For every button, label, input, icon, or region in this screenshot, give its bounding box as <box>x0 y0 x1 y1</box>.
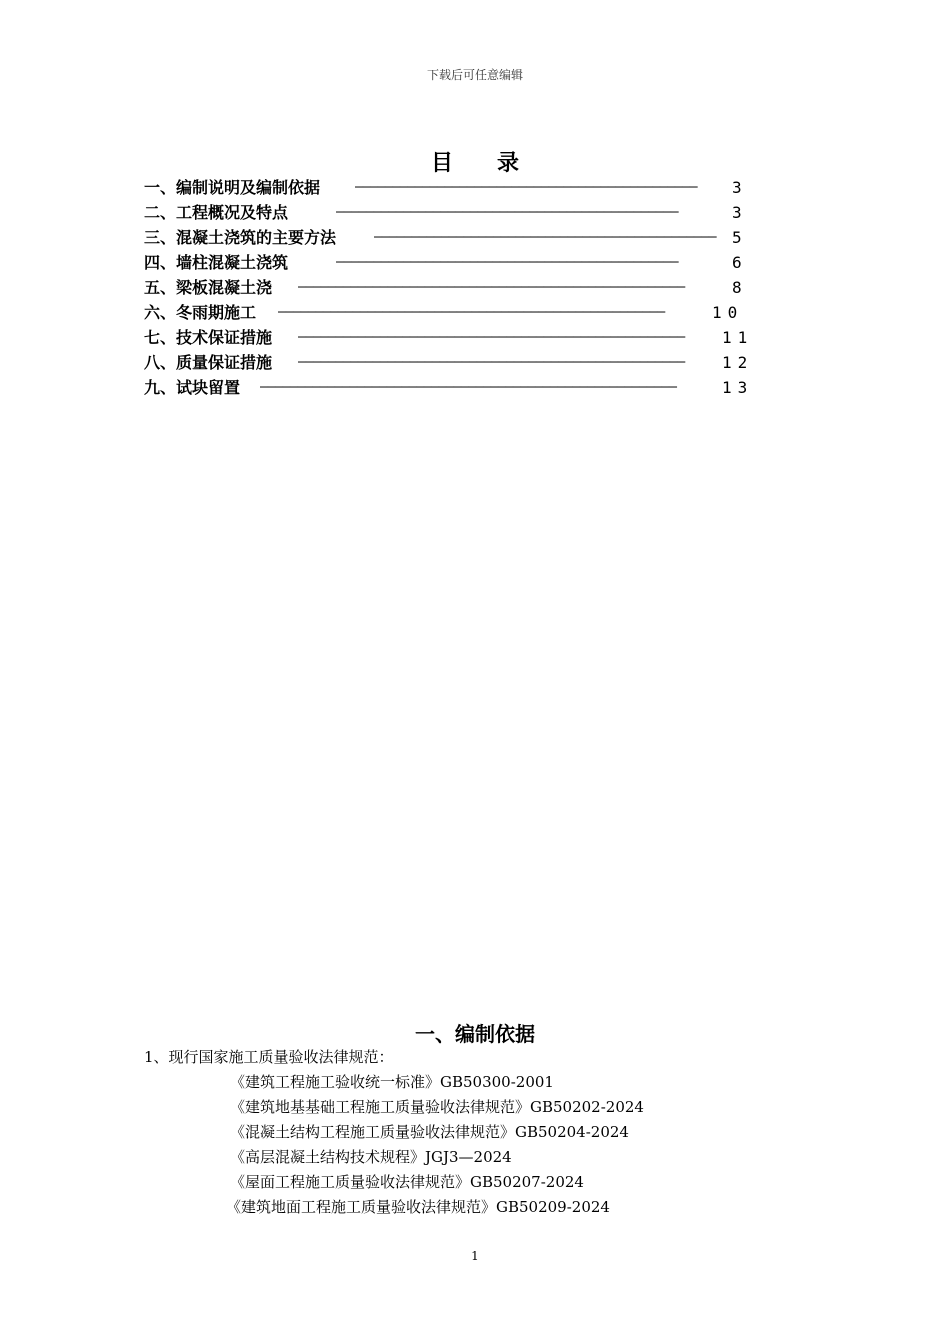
toc-item-page: 13 <box>722 378 754 397</box>
toc-title: 目录 <box>430 151 563 176</box>
toc-item-page: 10 <box>712 303 744 322</box>
section-intro: 1、现行国家施工质量验收法律规范： <box>144 1048 394 1066</box>
toc-item-page: 8 <box>732 278 748 297</box>
toc-item-page: 3 <box>732 178 748 197</box>
toc-leader: ―――――――――――――――――――――――――――――――――――――――――――――― <box>336 204 678 220</box>
toc-item-page: 3 <box>732 203 748 222</box>
toc-item-label: 八、质量保证措施 <box>144 353 273 372</box>
standard-item: 《建筑工程施工验收统一标准》GB50300-2001 <box>230 1073 554 1091</box>
standard-item: 《屋面工程施工质量验收法律规范》GB50207-2024 <box>230 1173 584 1191</box>
page-number: 1 <box>471 1249 479 1263</box>
toc-item-label: 二、工程概况及特点 <box>144 203 289 222</box>
toc-item-page: 11 <box>722 328 754 347</box>
toc-leader: ―――――――――――――――――――――――――――――――――――――――――――――――――――――――― <box>260 379 677 395</box>
toc-leader: ―――――――――――――――――――――――――――――――――――――――――――――― <box>374 229 716 245</box>
toc-item-page: 12 <box>722 353 754 372</box>
toc-item-page: 6 <box>732 253 748 272</box>
toc-leader: ―――――――――――――――――――――――――――――――――――――――――――――――――――― <box>298 279 685 295</box>
toc-leader: ―――――――――――――――――――――――――――――――――――――――――――――――――――― <box>298 354 685 370</box>
standard-item: 《高层混凝土结构技术规程》JGJ3—2024 <box>230 1148 512 1166</box>
toc-item-label: 一、编制说明及编制依据 <box>144 178 321 197</box>
toc-leader: ―――――――――――――――――――――――――――――――――――――――――――――――――――― <box>278 304 665 320</box>
toc-item-label: 九、试块留置 <box>144 378 241 397</box>
standard-item: 《建筑地面工程施工质量验收法律规范》GB50209-2024 <box>226 1198 610 1216</box>
toc-item-label: 七、技术保证措施 <box>144 328 273 347</box>
toc-leader: ―――――――――――――――――――――――――――――――――――――――――――――― <box>336 254 678 270</box>
standard-item: 《建筑地基基础工程施工质量验收法律规范》GB50202-2024 <box>230 1098 644 1116</box>
toc-item-label: 五、梁板混凝土浇 <box>144 278 273 297</box>
toc-leader: ―――――――――――――――――――――――――――――――――――――――――――――――――――― <box>298 329 685 345</box>
standard-item: 《混凝土结构工程施工质量验收法律规范》GB50204-2024 <box>230 1123 629 1141</box>
page-header: 下载后可任意编辑 <box>426 68 523 82</box>
toc-leader: ―――――――――――――――――――――――――――――――――――――――――――――― <box>355 179 697 195</box>
toc-item-label: 六、冬雨期施工 <box>144 303 257 322</box>
toc-item-label: 四、墙柱混凝土浇筑 <box>144 253 289 272</box>
toc-item-page: 5 <box>732 228 748 247</box>
toc-item-label: 三、混凝土浇筑的主要方法 <box>144 228 337 247</box>
section-heading: 一、编制依据 <box>415 1022 535 1046</box>
